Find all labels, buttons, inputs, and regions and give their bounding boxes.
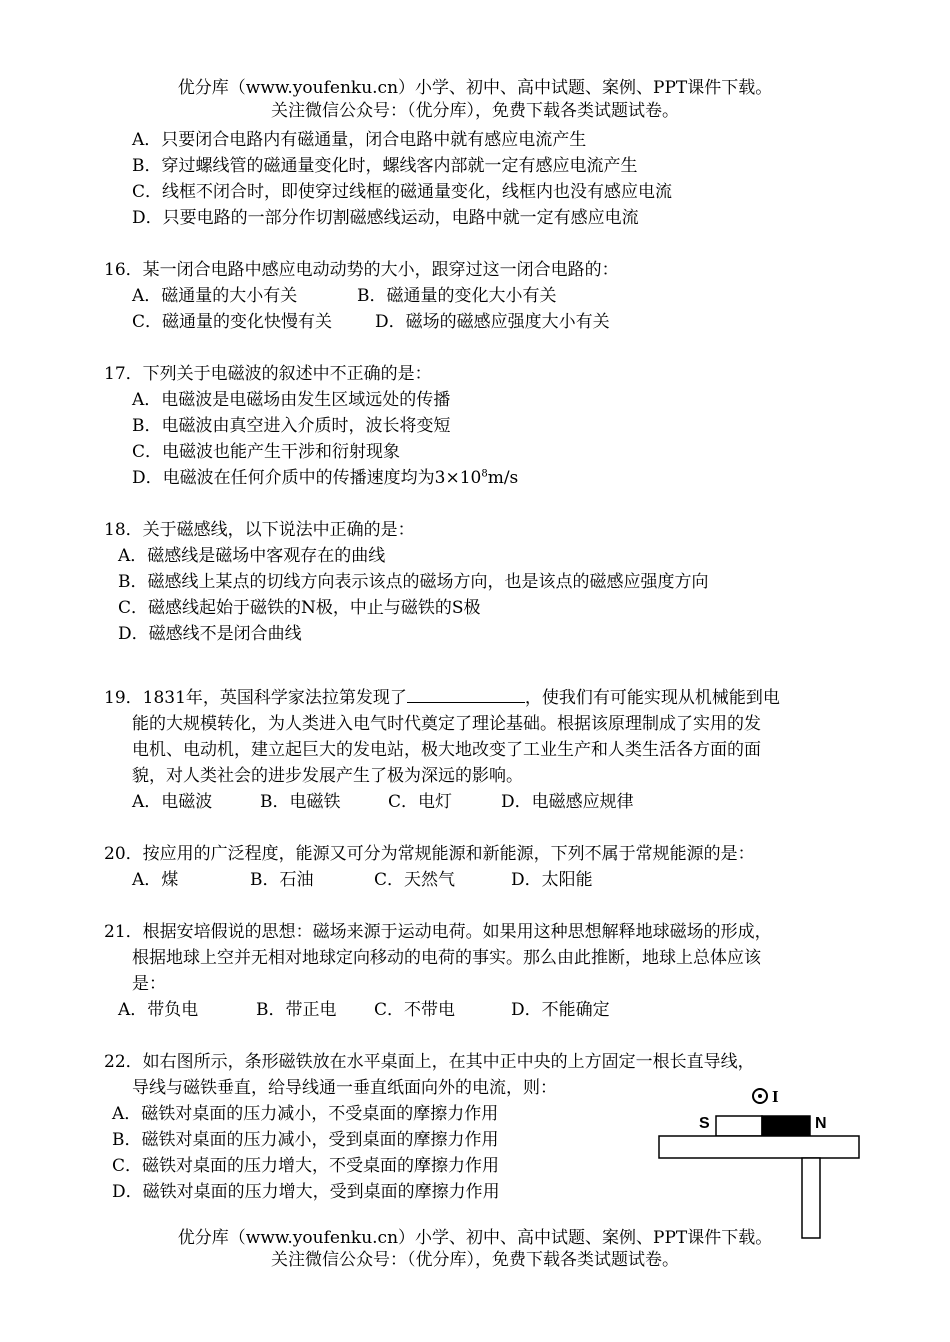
q20-option-b: B．石油 (250, 870, 314, 890)
q19-stem-line-4: 貌，对人类社会的进步发展产生了极为深远的影响。 (132, 766, 523, 786)
q17-option-b: B．电磁波由真空进入介质时，波长将变短 (132, 416, 451, 436)
answer-blank (407, 686, 525, 703)
q20-option-a: A．煤 (132, 870, 179, 890)
q22-stem-line-1: 22．如右图所示，条形磁铁放在水平桌面上，在其中正中央的上方固定一根长直导线， (104, 1052, 755, 1072)
q20-option-c: C．天然气 (374, 870, 456, 890)
q16-option-d: D．磁场的磁感应强度大小有关 (375, 312, 610, 332)
q16-option-c: C．磁通量的变化快慢有关 (132, 312, 333, 332)
q17-option-d-text: D．电磁波在任何介质中的传播速度均为3×10 (132, 468, 482, 488)
footer-line-2: 关注微信公众号：（优分库），免费下载各类试题试卷。 (271, 1250, 679, 1270)
q18-stem: 18．关于磁感线，以下说法中正确的是： (104, 520, 415, 540)
magnet-table-figure (655, 1083, 865, 1243)
q21-option-b: B．带正电 (256, 1000, 337, 1020)
south-pole-label: S (699, 1115, 710, 1132)
q20-option-d: D．太阳能 (511, 870, 593, 890)
q21-option-d: D．不能确定 (511, 1000, 610, 1020)
q17-option-a: A．电磁波是电磁场由发生区域远处的传播 (132, 390, 451, 410)
q18-option-c: C．磁感线起始于磁铁的N极，中止与磁铁的S极 (118, 598, 481, 618)
q17-option-d-exponent: 8 (481, 468, 488, 480)
q17-option-c: C．电磁波也能产生干涉和衍射现象 (132, 442, 401, 462)
q16-option-b: B．磁通量的变化大小有关 (357, 286, 557, 306)
q19-stem-line-2: 能的大规模转化，为人类进入电气时代奠定了理论基础。根据该原理制成了实用的发 (132, 714, 761, 734)
q19-option-d: D．电磁感应规律 (501, 792, 634, 812)
current-dot (758, 1094, 762, 1098)
magnet-south-half (716, 1116, 762, 1136)
table-top (659, 1136, 859, 1158)
header-line-1: 优分库（www.youfenku.cn）小学、初中、高中试题、案例、PPT课件下载。 (177, 78, 773, 98)
current-label: I (772, 1087, 779, 1106)
q22-option-c: C．磁铁对桌面的压力增大，不受桌面的摩擦力作用 (112, 1156, 500, 1176)
q21-stem-line-2: 根据地球上空并无相对地球定向移动的电荷的事实。那么由此推断，地球上总体应该 (132, 948, 761, 968)
q15-option-a: A．只要闭合电路内有磁通量，闭合电路中就有感应电流产生 (132, 130, 587, 150)
q17-option-d (132, 466, 518, 490)
north-pole-label: N (815, 1115, 827, 1132)
q21-option-c: C．不带电 (374, 1000, 456, 1020)
header-line-2: 关注微信公众号：（优分库），免费下载各类试题试卷。 (271, 101, 679, 121)
q19-stem-start: 19．1831年，英国科学家法拉第发现了 (104, 688, 407, 708)
q19-stem-end: ，使我们有可能实现从机械能到电 (524, 688, 780, 708)
footer-line-1: 优分库（www.youfenku.cn）小学、初中、高中试题、案例、PPT课件下载。 (177, 1228, 773, 1248)
q21-option-a: A．带负电 (118, 1000, 199, 1020)
q17-stem: 17．下列关于电磁波的叙述中不正确的是： (104, 364, 432, 384)
q19-option-c: C．电灯 (388, 792, 453, 812)
q21-stem-line-3: 是： (132, 974, 166, 994)
q19-option-b: B．电磁铁 (260, 792, 341, 812)
q22-option-a: A．磁铁对桌面的压力减小，不受桌面的摩擦力作用 (112, 1104, 499, 1124)
q15-option-c: C．线框不闭合时，即使穿过线框的磁通量变化，线框内也没有感应电流 (132, 182, 673, 202)
magnet-north-half (762, 1116, 810, 1136)
q19-option-a: A．电磁波 (132, 792, 213, 812)
q15-option-d: D．只要电路的一部分作切割磁感线运动，电路中就一定有感应电流 (132, 208, 639, 228)
q19-stem-line-1 (104, 686, 780, 710)
q15-option-b: B．穿过螺线管的磁通量变化时，螺线客内部就一定有感应电流产生 (132, 156, 638, 176)
q16-option-a: A．磁通量的大小有关 (132, 286, 298, 306)
q16-stem: 16．某一闭合电路中感应电动动势的大小，跟穿过这一闭合电路的： (104, 260, 619, 280)
q21-stem-line-1: 21．根据安培假说的思想：磁场来源于运动电荷。如果用这种思想解释地球磁场的形成， (104, 922, 772, 942)
q17-option-d-unit: m/s (487, 468, 519, 488)
q18-option-d: D．磁感线不是闭合曲线 (118, 624, 302, 644)
q18-option-a: A．磁感线是磁场中客观存在的曲线 (118, 546, 386, 566)
q22-option-d: D．磁铁对桌面的压力增大，受到桌面的摩擦力作用 (112, 1182, 500, 1202)
q22-stem-line-2: 导线与磁铁垂直，给导线通一垂直纸面向外的电流，则： (132, 1078, 557, 1098)
q18-option-b: B．磁感线上某点的切线方向表示该点的磁场方向，也是该点的磁感应强度方向 (118, 572, 709, 592)
q22-option-b: B．磁铁对桌面的压力减小，受到桌面的摩擦力作用 (112, 1130, 499, 1150)
q19-stem-line-3: 电机、电动机，建立起巨大的发电站，极大地改变了工业生产和人类生活各方面的面 (132, 740, 761, 760)
q20-stem: 20．按应用的广泛程度，能源又可分为常规能源和新能源，下列不属于常规能源的是： (104, 844, 755, 864)
